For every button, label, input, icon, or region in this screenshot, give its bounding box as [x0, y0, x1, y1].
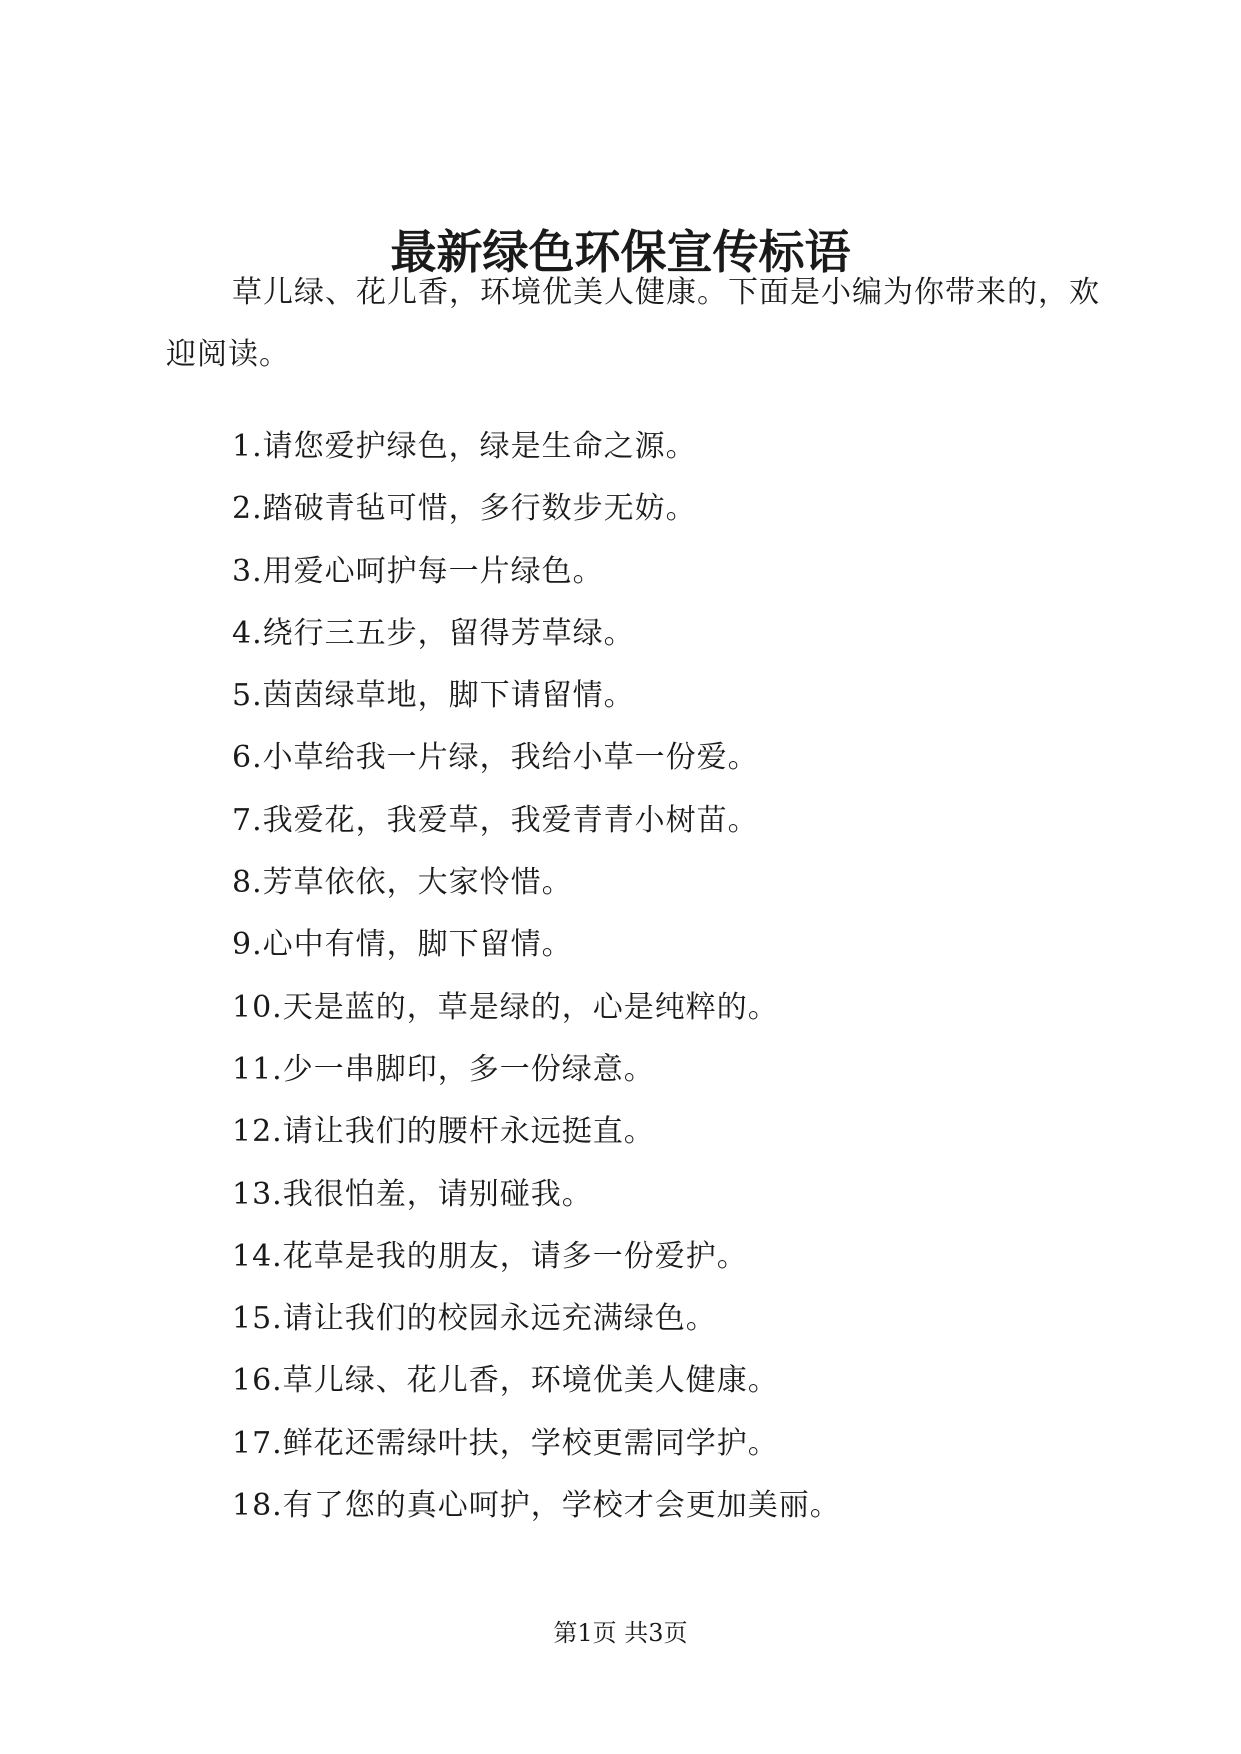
intro-paragraph: 草儿绿、花儿香，环境优美人健康。下面是小编为你带来的，欢迎阅读。 — [166, 275, 1100, 372]
slogan-item: 2.踏破青毡可惜，多行数步无妨。 — [232, 491, 697, 527]
slogan-item: 8.芳草依依，大家怜惜。 — [232, 865, 573, 901]
page-footer: 第1页 共3页 — [553, 1619, 688, 1647]
slogan-item: 13.我很怕羞，请别碰我。 — [232, 1176, 593, 1212]
slogan-item: 10.天是蓝的，草是绿的，心是纯粹的。 — [232, 989, 779, 1025]
slogan-item: 15.请让我们的校园永远充满绿色。 — [232, 1301, 717, 1337]
slogan-item: 18.有了您的真心呵护，学校才会更加美丽。 — [232, 1488, 841, 1524]
slogan-item: 4.绕行三五步，留得芳草绿。 — [232, 615, 635, 651]
slogan-item: 16.草儿绿、花儿香，环境优美人健康。 — [232, 1363, 779, 1399]
slogan-item: 14.花草是我的朋友，请多一份爱护。 — [232, 1238, 748, 1274]
slogan-item: 5.茵茵绿草地，脚下请留情。 — [232, 678, 635, 714]
document-title: 最新绿色环保宣传标语 — [390, 225, 851, 279]
slogan-item: 9.心中有情，脚下留情。 — [232, 927, 573, 963]
slogan-item: 12.请让我们的腰杆永远挺直。 — [232, 1114, 655, 1150]
slogan-item: 17.鲜花还需绿叶扶，学校更需同学护。 — [232, 1425, 779, 1461]
slogan-item: 1.请您爱护绿色，绿是生命之源。 — [232, 429, 697, 464]
slogan-item: 7.我爱花，我爱草，我爱青青小树苗。 — [232, 802, 759, 838]
slogan-list — [232, 416, 841, 1537]
slogan-item: 6.小草给我一片绿，我给小草一份爱。 — [232, 740, 759, 776]
slogan-item: 3.用爱心呵护每一片绿色。 — [232, 553, 604, 589]
slogan-item: 11.少一串脚印，多一份绿意。 — [232, 1051, 655, 1087]
